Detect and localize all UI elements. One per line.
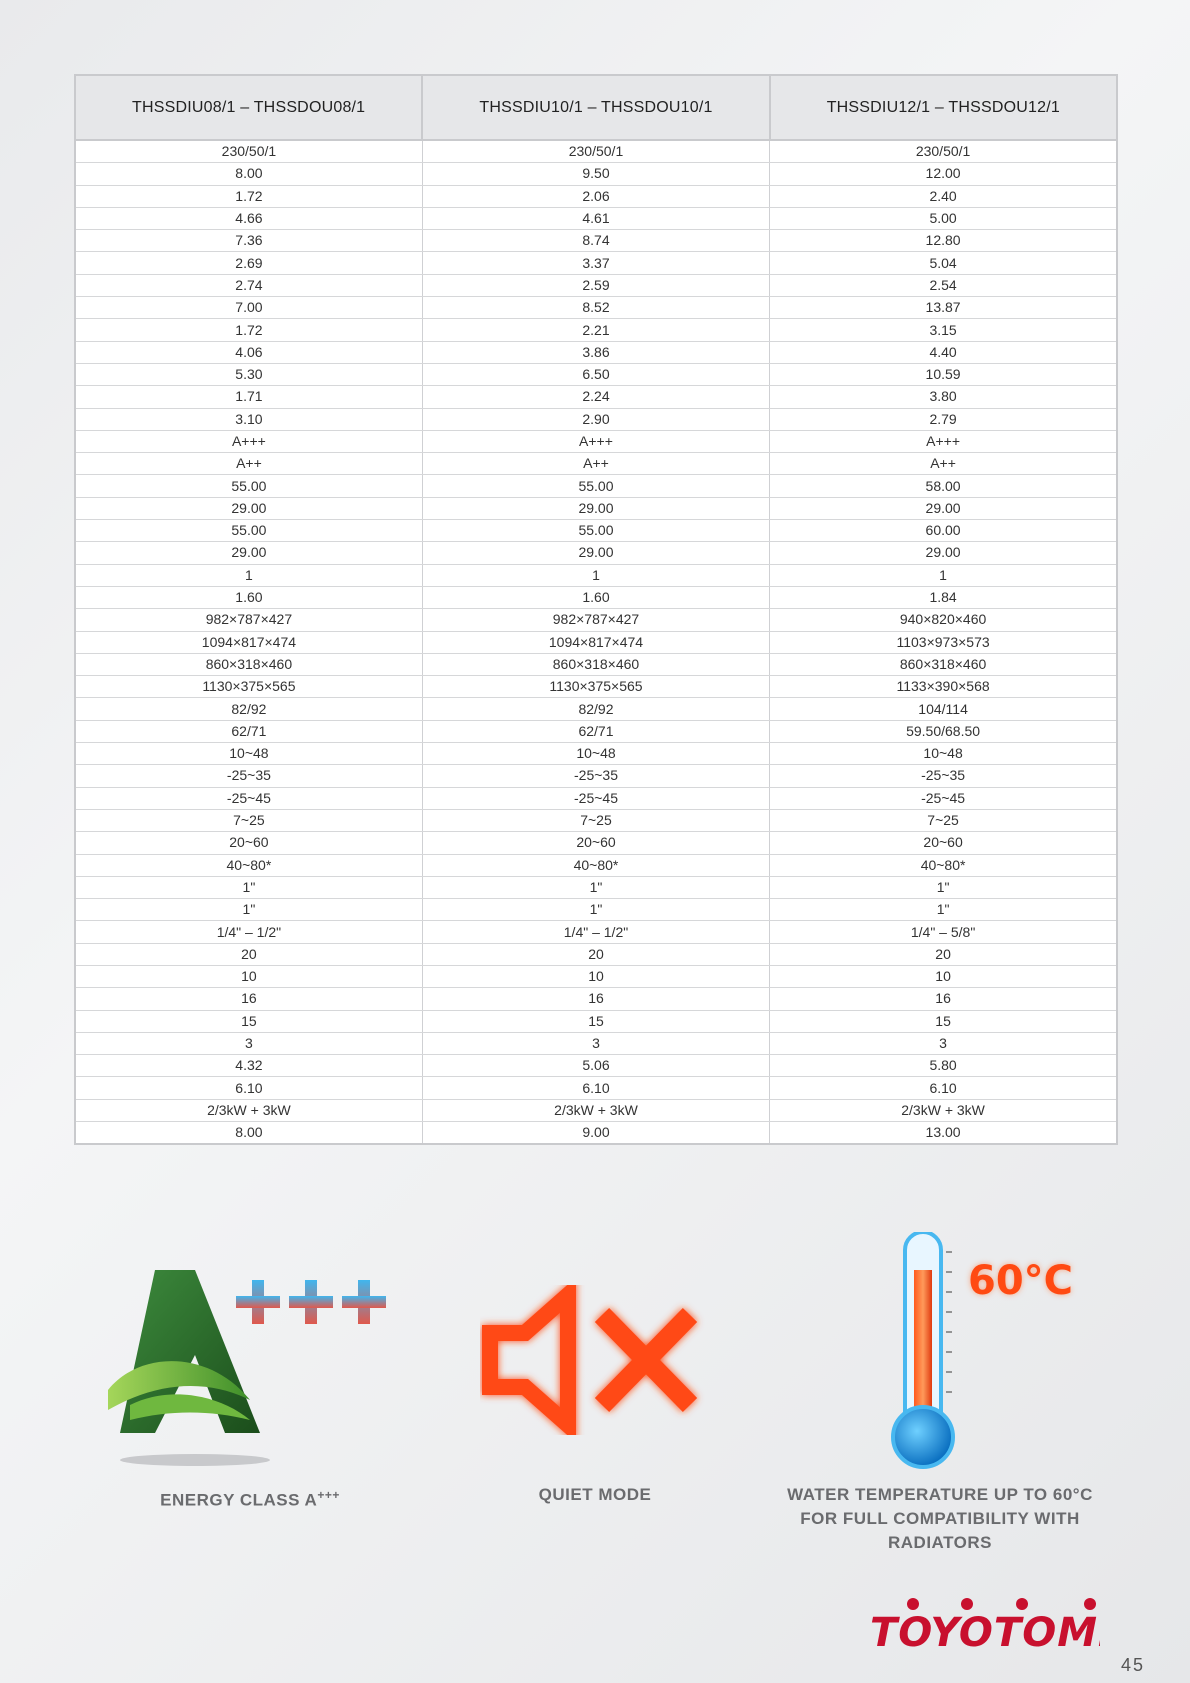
table-cell: 1 — [770, 564, 1117, 586]
table-cell: 6.10 — [422, 1077, 769, 1099]
table-cell: A+++ — [422, 430, 769, 452]
table-cell: 1" — [422, 876, 769, 898]
table-row — [75, 765, 1117, 787]
table-cell: 3 — [422, 1032, 769, 1054]
table-cell: 5.00 — [770, 207, 1117, 229]
table-row — [75, 965, 1117, 987]
table-cell: 2.06 — [422, 185, 769, 207]
table-cell: 7.00 — [75, 297, 422, 319]
table-cell: 1.72 — [75, 319, 422, 341]
table-row — [75, 586, 1117, 608]
table-cell: A++ — [75, 453, 422, 475]
page-number: 45 — [1121, 1655, 1146, 1675]
table-cell: 3 — [770, 1032, 1117, 1054]
table-cell: 55.00 — [422, 475, 769, 497]
table-body — [75, 140, 1117, 1144]
table-cell: 1/4" – 1/2" — [422, 921, 769, 943]
table-cell: 10.59 — [770, 363, 1117, 385]
table-row — [75, 297, 1117, 319]
table-cell: 15 — [422, 1010, 769, 1032]
table-row — [75, 609, 1117, 631]
table-cell: 29.00 — [75, 497, 422, 519]
brand-logo — [868, 1596, 1100, 1654]
table-cell: 13.87 — [770, 297, 1117, 319]
table-cell: 1094×817×474 — [75, 631, 422, 653]
table-cell: 8.00 — [75, 1122, 422, 1145]
table-cell: 5.04 — [770, 252, 1117, 274]
temperature-badge: 60°C — [968, 1258, 1074, 1304]
table-cell: 10~48 — [770, 743, 1117, 765]
table-cell: 16 — [422, 988, 769, 1010]
table-cell: 3.10 — [75, 408, 422, 430]
table-row — [75, 252, 1117, 274]
table-cell: 10~48 — [422, 743, 769, 765]
table-cell: 2/3kW + 3kW — [770, 1099, 1117, 1121]
quiet-mode-label: QUIET MODE — [538, 1485, 652, 1504]
table-cell: 29.00 — [422, 497, 769, 519]
table-cell: 82/92 — [75, 698, 422, 720]
table-cell: 1130×375×565 — [75, 676, 422, 698]
table-cell: 15 — [770, 1010, 1117, 1032]
table-cell: 55.00 — [75, 520, 422, 542]
table-row — [75, 542, 1117, 564]
table-cell: 16 — [75, 988, 422, 1010]
table-cell: 10 — [770, 965, 1117, 987]
table-cell: 20 — [75, 943, 422, 965]
table-cell: 20~60 — [422, 832, 769, 854]
table-cell: 8.00 — [75, 163, 422, 185]
table-row — [75, 876, 1117, 898]
table-cell: 13.00 — [770, 1122, 1117, 1145]
table-row — [75, 230, 1117, 252]
table-cell: 230/50/1 — [422, 140, 769, 163]
table-cell: 62/71 — [75, 720, 422, 742]
table-cell: 860×318×460 — [75, 653, 422, 675]
table-cell: 4.40 — [770, 341, 1117, 363]
table-row — [75, 1055, 1117, 1077]
table-cell: -25~45 — [75, 787, 422, 809]
table-cell: 10 — [75, 965, 422, 987]
table-cell: 1.84 — [770, 586, 1117, 608]
table-cell: 1" — [422, 899, 769, 921]
table-row — [75, 698, 1117, 720]
table-row — [75, 430, 1117, 452]
table-cell: 2.69 — [75, 252, 422, 274]
table-cell: 1/4" – 1/2" — [75, 921, 422, 943]
table-row — [75, 1122, 1117, 1145]
table-cell: A+++ — [770, 430, 1117, 452]
column-header: THSSDIU12/1 – THSSDOU12/1 — [770, 75, 1117, 140]
spec-table — [74, 74, 1118, 1145]
table-cell: 60.00 — [770, 520, 1117, 542]
table-row — [75, 341, 1117, 363]
brand-name: TOYOTOMI — [870, 1610, 1100, 1654]
quiet-mode-feature — [480, 1285, 710, 1435]
table-row — [75, 207, 1117, 229]
table-cell: 10~48 — [75, 743, 422, 765]
table-cell: 3 — [75, 1032, 422, 1054]
table-cell: -25~35 — [75, 765, 422, 787]
table-cell: 6.10 — [770, 1077, 1117, 1099]
table-row — [75, 140, 1117, 163]
table-cell: 982×787×427 — [75, 609, 422, 631]
table-cell: A++ — [422, 453, 769, 475]
table-cell: 6.50 — [422, 363, 769, 385]
table-cell: 1130×375×565 — [422, 676, 769, 698]
table-cell: 7.36 — [75, 230, 422, 252]
table-row — [75, 809, 1117, 831]
table-cell: 1" — [75, 899, 422, 921]
table-row — [75, 408, 1117, 430]
table-row — [75, 386, 1117, 408]
table-row — [75, 787, 1117, 809]
table-row — [75, 163, 1117, 185]
table-cell: 1133×390×568 — [770, 676, 1117, 698]
table-cell: 4.06 — [75, 341, 422, 363]
table-cell: 9.50 — [422, 163, 769, 185]
table-cell: 4.32 — [75, 1055, 422, 1077]
table-cell: 1" — [770, 899, 1117, 921]
energy-class-label: ENERGY CLASS A+++ — [160, 1488, 340, 1510]
table-cell: 7~25 — [422, 809, 769, 831]
table-cell: 55.00 — [422, 520, 769, 542]
table-cell: 16 — [770, 988, 1117, 1010]
table-cell: 6.10 — [75, 1077, 422, 1099]
table-cell: 1.60 — [75, 586, 422, 608]
table-cell: 2.74 — [75, 274, 422, 296]
table-cell: 40~80* — [75, 854, 422, 876]
table-cell: 1" — [75, 876, 422, 898]
table-cell: 2.59 — [422, 274, 769, 296]
table-cell: 2.40 — [770, 185, 1117, 207]
table-cell: 40~80* — [770, 854, 1117, 876]
table-row — [75, 453, 1117, 475]
table-row — [75, 520, 1117, 542]
table-cell: 29.00 — [770, 542, 1117, 564]
energy-class-sup: +++ — [317, 1488, 340, 1502]
table-cell: 15 — [75, 1010, 422, 1032]
table-cell: 40~80* — [422, 854, 769, 876]
table-cell: 4.61 — [422, 207, 769, 229]
energy-class-feature — [100, 1270, 400, 1470]
table-row — [75, 631, 1117, 653]
table-cell: 1" — [770, 876, 1117, 898]
table-cell: 2.90 — [422, 408, 769, 430]
table-row — [75, 274, 1117, 296]
table-cell: 860×318×460 — [422, 653, 769, 675]
table-cell: A++ — [770, 453, 1117, 475]
table-cell: 1.60 — [422, 586, 769, 608]
table-cell: 2/3kW + 3kW — [75, 1099, 422, 1121]
table-row — [75, 1032, 1117, 1054]
column-header: THSSDIU08/1 – THSSDOU08/1 — [75, 75, 422, 140]
table-cell: 5.30 — [75, 363, 422, 385]
table-row — [75, 564, 1117, 586]
table-cell: 1094×817×474 — [422, 631, 769, 653]
table-cell: 10 — [422, 965, 769, 987]
table-row — [75, 185, 1117, 207]
table-row — [75, 475, 1117, 497]
table-cell: 82/92 — [422, 698, 769, 720]
table-row — [75, 1099, 1117, 1121]
speaker-mute-icon — [480, 1285, 710, 1435]
table-row — [75, 497, 1117, 519]
table-cell: A+++ — [75, 430, 422, 452]
table-cell: 1/4" – 5/8" — [770, 921, 1117, 943]
table-row — [75, 319, 1117, 341]
table-cell: -25~35 — [770, 765, 1117, 787]
table-cell: 940×820×460 — [770, 609, 1117, 631]
table-row — [75, 1077, 1117, 1099]
table-cell: 12.80 — [770, 230, 1117, 252]
table-cell: 1 — [422, 564, 769, 586]
table-cell: 58.00 — [770, 475, 1117, 497]
table-cell: 2.21 — [422, 319, 769, 341]
table-cell: 8.52 — [422, 297, 769, 319]
table-cell: 982×787×427 — [422, 609, 769, 631]
energy-class-icon — [100, 1270, 400, 1470]
table-cell: 3.80 — [770, 386, 1117, 408]
table-cell: 1103×973×573 — [770, 631, 1117, 653]
table-cell: 230/50/1 — [75, 140, 422, 163]
table-cell: 1 — [75, 564, 422, 586]
table-header-row — [75, 75, 1117, 140]
table-row — [75, 921, 1117, 943]
table-row — [75, 854, 1117, 876]
table-cell: 104/114 — [770, 698, 1117, 720]
table-cell: 2/3kW + 3kW — [422, 1099, 769, 1121]
table-cell: 3.37 — [422, 252, 769, 274]
table-row — [75, 653, 1117, 675]
table-cell: -25~45 — [770, 787, 1117, 809]
column-header: THSSDIU10/1 – THSSDOU10/1 — [422, 75, 769, 140]
table-row — [75, 720, 1117, 742]
table-cell: 8.74 — [422, 230, 769, 252]
table-cell: -25~35 — [422, 765, 769, 787]
table-cell: 29.00 — [75, 542, 422, 564]
table-cell: 1.71 — [75, 386, 422, 408]
table-cell: 1.72 — [75, 185, 422, 207]
table-row — [75, 832, 1117, 854]
table-cell: 2.79 — [770, 408, 1117, 430]
water-temperature-feature — [880, 1232, 1100, 1472]
table-cell: 5.80 — [770, 1055, 1117, 1077]
table-cell: 2.24 — [422, 386, 769, 408]
table-cell: 20~60 — [75, 832, 422, 854]
table-cell: 29.00 — [770, 497, 1117, 519]
table-cell: 62/71 — [422, 720, 769, 742]
table-cell: 55.00 — [75, 475, 422, 497]
water-temperature-label: WATER TEMPERATURE UP TO 60°C FOR FULL COMPATIBILITY WITH RADIATORS — [787, 1485, 1093, 1552]
table-cell: 2.54 — [770, 274, 1117, 296]
table-cell: 29.00 — [422, 542, 769, 564]
table-cell: 9.00 — [422, 1122, 769, 1145]
table-row — [75, 1010, 1117, 1032]
table-row — [75, 899, 1117, 921]
table-cell: 3.15 — [770, 319, 1117, 341]
table-cell: 860×318×460 — [770, 653, 1117, 675]
table-cell: 7~25 — [770, 809, 1117, 831]
table-cell: 12.00 — [770, 163, 1117, 185]
table-cell: 20 — [422, 943, 769, 965]
table-row — [75, 363, 1117, 385]
table-row — [75, 943, 1117, 965]
table-row — [75, 743, 1117, 765]
table-row — [75, 676, 1117, 698]
table-cell: 7~25 — [75, 809, 422, 831]
table-cell: 20 — [770, 943, 1117, 965]
table-cell: -25~45 — [422, 787, 769, 809]
table-cell: 20~60 — [770, 832, 1117, 854]
table-cell: 230/50/1 — [770, 140, 1117, 163]
table-cell: 59.50/68.50 — [770, 720, 1117, 742]
table-cell: 3.86 — [422, 341, 769, 363]
table-cell: 4.66 — [75, 207, 422, 229]
table-row — [75, 988, 1117, 1010]
table-cell: 5.06 — [422, 1055, 769, 1077]
